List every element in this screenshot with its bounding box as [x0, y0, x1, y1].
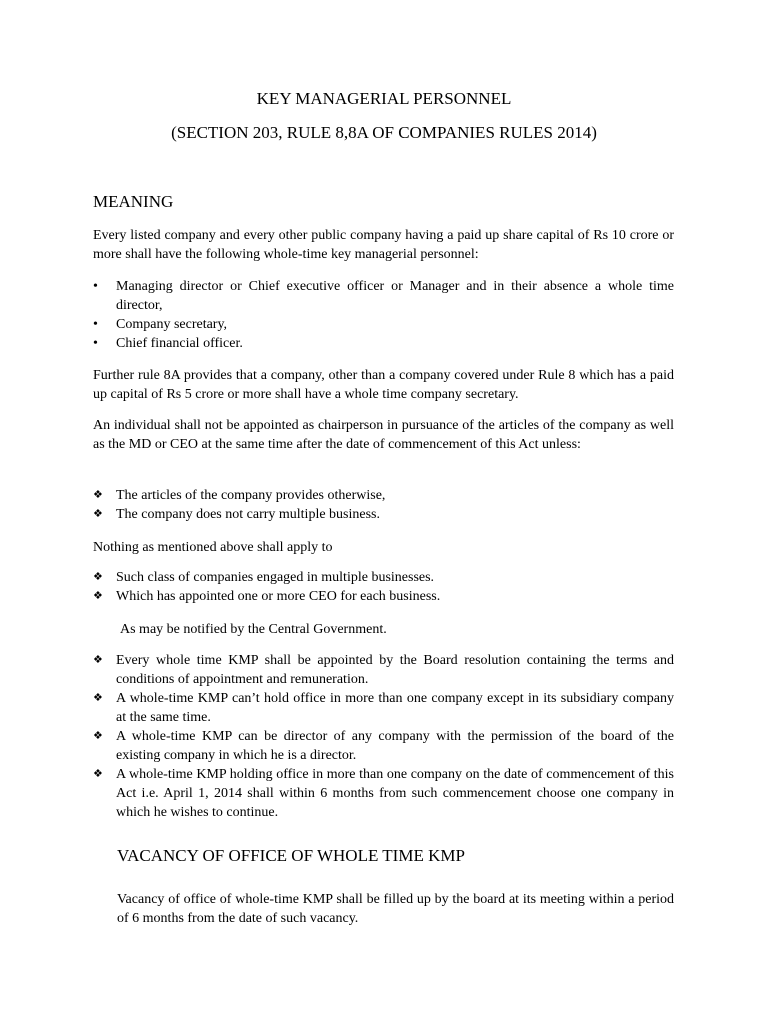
diamond-bullet-icon: ❖ [93, 508, 103, 520]
diamond-bullet-icon: ❖ [93, 768, 103, 780]
notified-paragraph: As may be notified by the Central Government. [120, 622, 387, 637]
diamond-bullet-icon: ❖ [93, 654, 103, 666]
vacancy-paragraph: Vacancy of office of whole-time KMP shall be filled up by the board at its meeting within a period of 6 months from the date of such vacancy. [117, 892, 674, 926]
meaning-heading: MEANING [93, 192, 174, 211]
list-item: ❖ A whole-time KMP can’t hold office in more than one company except in its subsidiary company at the same time. [93, 691, 674, 725]
list-item: ❖ The articles of the company provides otherwise, [93, 488, 386, 503]
bullet-icon: • [93, 317, 98, 332]
kmp-rules-list [93, 651, 674, 822]
rule-8a-paragraph: Further rule 8A provides that a company, other than a company covered under Rule 8 which has a paid up capital of Rs 5 crore or more shall have a whole time company secretary. [93, 368, 674, 402]
individual-paragraph: An individual shall not be appointed as chairperson in pursuance of the articles of the company as well as the MD or CEO at the same time after the date of commencement of this Act unless: [93, 418, 674, 452]
list-item: ❖ Such class of companies engaged in multiple businesses. [93, 570, 435, 585]
document-subtitle: (SECTION 203, RULE 8,8A OF COMPANIES RULES 2014) [171, 123, 597, 142]
kmp-bullet-list [93, 277, 674, 353]
bullet-icon: • [93, 336, 98, 351]
meaning-intro: Every listed company and every other public company having a paid up share capital of Rs 10 crore or more shall have the following whole-time key managerial personnel: [93, 228, 674, 262]
unless-list [93, 486, 674, 524]
diamond-bullet-icon: ❖ [93, 489, 103, 501]
list-item: ❖ A whole-time KMP holding office in more than one company on the date of commencement of this Act i.e. April 1, 2014 shall within 6 months from such commencement choose one company in which he wishes to continue. [93, 767, 674, 820]
list-item: • Chief financial officer. [93, 336, 243, 351]
diamond-bullet-icon: ❖ [93, 571, 103, 583]
document-title: KEY MANAGERIAL PERSONNEL [256, 89, 512, 108]
list-item: • Company secretary, [93, 317, 228, 332]
list-item: ❖ A whole-time KMP can be director of any company with the permission of the board of the existing company in which he is a director. [93, 729, 674, 763]
diamond-bullet-icon: ❖ [93, 590, 103, 602]
nothing-paragraph: Nothing as mentioned above shall apply to [93, 540, 333, 555]
apply-list [93, 568, 674, 606]
diamond-bullet-icon: ❖ [93, 730, 103, 742]
bullet-icon: • [93, 279, 98, 294]
list-item: ❖ Which has appointed one or more CEO for each business. [93, 589, 441, 604]
list-item: ❖ The company does not carry multiple business. [93, 507, 380, 522]
diamond-bullet-icon: ❖ [93, 692, 103, 704]
vacancy-heading: VACANCY OF OFFICE OF WHOLE TIME KMP [117, 846, 465, 865]
list-item: ❖ Every whole time KMP shall be appointed by the Board resolution containing the terms and conditions of appointment and remuneration. [93, 653, 674, 687]
list-item: • Managing director or Chief executive officer or Manager and in their absence a whole time director, [93, 279, 674, 313]
